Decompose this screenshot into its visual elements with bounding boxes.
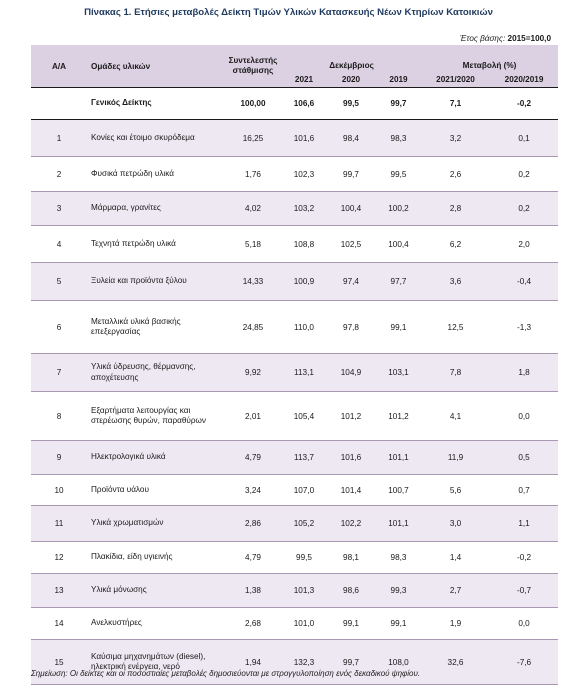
- row-change-1: 12,5: [421, 301, 490, 354]
- row-aa: 15: [31, 640, 87, 685]
- row-2019: 101,1: [376, 441, 421, 475]
- row-2019: 101,1: [376, 506, 421, 542]
- row-2020: 99,1: [326, 608, 376, 640]
- table-row: [31, 301, 558, 354]
- table-row: [31, 441, 558, 475]
- row-name: Γενικός Δείκτης: [87, 88, 224, 120]
- row-2021: 113,7: [282, 441, 326, 475]
- row-2020: 101,4: [326, 475, 376, 506]
- price-index-table: [31, 45, 558, 685]
- table-title: Πίνακας 1. Ετήσιες μεταβολές Δείκτη Τιμών Υλικών Κατασκευής Νέων Κτηρίων Κατοικιών: [84, 7, 493, 18]
- row-change-2: 0,2: [490, 192, 558, 226]
- row-change-1: 1,4: [421, 542, 490, 574]
- row-2019: 99,3: [376, 574, 421, 608]
- row-weight: 4,79: [224, 542, 282, 574]
- row-change-2: -0,2: [490, 88, 558, 120]
- row-change-2: 1,1: [490, 506, 558, 542]
- row-change-2: 0,2: [490, 157, 558, 192]
- table-row: [31, 354, 558, 392]
- row-2019: 99,1: [376, 301, 421, 354]
- row-weight: 24,85: [224, 301, 282, 354]
- row-2019: 98,3: [376, 120, 421, 157]
- header-change-2020-2019: 2020/2019: [490, 71, 558, 88]
- row-weight: 1,94: [224, 640, 282, 685]
- row-name: Καύσιμα μηχανημάτων (diesel), ηλεκτρική ενέργεια, νερό: [87, 640, 224, 685]
- row-aa: 13: [31, 574, 87, 608]
- row-2021: 113,1: [282, 354, 326, 392]
- row-name: Τεχνητά πετρώδη υλικά: [87, 226, 224, 263]
- row-2021: 107,0: [282, 475, 326, 506]
- footnote: [31, 669, 420, 678]
- header-group: Ομάδες υλικών: [87, 45, 224, 88]
- row-change-2: 0,0: [490, 392, 558, 441]
- table-row: [31, 475, 558, 506]
- header-2020: 2020: [326, 71, 376, 88]
- header-change: Μεταβολή (%): [421, 45, 558, 71]
- row-aa: 2: [31, 157, 87, 192]
- row-2021: 100,9: [282, 263, 326, 301]
- footnote-label: Σημείωση:: [31, 669, 68, 678]
- row-change-1: 2,7: [421, 574, 490, 608]
- row-2021: 103,2: [282, 192, 326, 226]
- row-2021: 106,6: [282, 88, 326, 120]
- row-name: Κονίες και έτοιμο σκυρόδεμα: [87, 120, 224, 157]
- row-weight: 14,33: [224, 263, 282, 301]
- row-name: Υλικά ύδρευσης, θέρμανσης, αποχέτευσης: [87, 354, 224, 392]
- row-change-1: 32,6: [421, 640, 490, 685]
- row-name: Ξυλεία και προϊόντα ξύλου: [87, 263, 224, 301]
- row-aa: 5: [31, 263, 87, 301]
- row-2020: 98,4: [326, 120, 376, 157]
- row-change-2: -7,6: [490, 640, 558, 685]
- row-weight: 2,01: [224, 392, 282, 441]
- row-2020: 99,5: [326, 88, 376, 120]
- table-row: [31, 157, 558, 192]
- row-aa: 3: [31, 192, 87, 226]
- row-change-1: 3,0: [421, 506, 490, 542]
- row-2020: 97,8: [326, 301, 376, 354]
- row-2019: 100,2: [376, 192, 421, 226]
- row-aa: 10: [31, 475, 87, 506]
- row-2020: 104,9: [326, 354, 376, 392]
- row-weight: 1,76: [224, 157, 282, 192]
- row-name: Μάρμαρα, γρανίτες: [87, 192, 224, 226]
- row-2020: 102,5: [326, 226, 376, 263]
- row-2021: 110,0: [282, 301, 326, 354]
- row-2020: 99,7: [326, 157, 376, 192]
- row-2019: 99,1: [376, 608, 421, 640]
- row-change-1: 7,1: [421, 88, 490, 120]
- footnote-text: Οι δείκτες και οι ποσοστιαίες μεταβολές δημοσιεύονται με στρογγυλοποίηση ενός δεκαδικού ψηφίου.: [67, 669, 421, 678]
- row-2019: 99,7: [376, 88, 421, 120]
- row-2021: 108,8: [282, 226, 326, 263]
- row-change-1: 1,9: [421, 608, 490, 640]
- row-2019: 103,1: [376, 354, 421, 392]
- row-2019: 98,3: [376, 542, 421, 574]
- row-2019: 100,7: [376, 475, 421, 506]
- row-weight: 4,02: [224, 192, 282, 226]
- row-weight: 9,92: [224, 354, 282, 392]
- row-change-2: 0,1: [490, 120, 558, 157]
- row-aa: 7: [31, 354, 87, 392]
- table-row: [31, 608, 558, 640]
- row-change-1: 6,2: [421, 226, 490, 263]
- row-change-1: 2,8: [421, 192, 490, 226]
- row-aa: 6: [31, 301, 87, 354]
- row-2021: 101,6: [282, 120, 326, 157]
- row-name: Μεταλλικά υλικά βασικής επεξεργασίας: [87, 301, 224, 354]
- row-aa: 9: [31, 441, 87, 475]
- row-weight: 4,79: [224, 441, 282, 475]
- row-change-2: 0,5: [490, 441, 558, 475]
- row-change-2: -1,3: [490, 301, 558, 354]
- row-weight: 2,68: [224, 608, 282, 640]
- row-2020: 97,4: [326, 263, 376, 301]
- row-2020: 98,1: [326, 542, 376, 574]
- base-year-label: Έτος βάσης:: [459, 34, 506, 43]
- row-2021: 105,4: [282, 392, 326, 441]
- row-2019: 101,2: [376, 392, 421, 441]
- row-change-1: 7,8: [421, 354, 490, 392]
- row-change-2: 0,7: [490, 475, 558, 506]
- row-aa: 11: [31, 506, 87, 542]
- row-weight: 5,18: [224, 226, 282, 263]
- row-aa: 8: [31, 392, 87, 441]
- row-2019: 99,5: [376, 157, 421, 192]
- header-aa: Α/Α: [31, 45, 87, 88]
- table-row: [31, 120, 558, 157]
- row-2021: 101,3: [282, 574, 326, 608]
- row-change-1: 5,6: [421, 475, 490, 506]
- table-row: [31, 392, 558, 441]
- row-name: Φυσικά πετρώδη υλικά: [87, 157, 224, 192]
- row-name: Εξαρτήματα λειτουργίας και στερέωσης θυρών, παραθύρων: [87, 392, 224, 441]
- header-change-2021-2020: 2021/2020: [421, 71, 490, 88]
- row-2020: 100,4: [326, 192, 376, 226]
- row-change-1: 3,2: [421, 120, 490, 157]
- row-2020: 102,2: [326, 506, 376, 542]
- row-2020: 101,2: [326, 392, 376, 441]
- row-weight: 3,24: [224, 475, 282, 506]
- row-2021: 102,3: [282, 157, 326, 192]
- table-row: [31, 506, 558, 542]
- row-change-2: -0,7: [490, 574, 558, 608]
- row-2021: 132,3: [282, 640, 326, 685]
- row-weight: 100,00: [224, 88, 282, 120]
- row-weight: 16,25: [224, 120, 282, 157]
- row-name: Ανελκυστήρες: [87, 608, 224, 640]
- header-weight: Συντελεστής στάθμισης: [224, 45, 282, 88]
- row-change-1: 4,1: [421, 392, 490, 441]
- row-name: Υλικά χρωματισμών: [87, 506, 224, 542]
- table-row: [31, 226, 558, 263]
- header-2021: 2021: [282, 71, 326, 88]
- row-2021: 105,2: [282, 506, 326, 542]
- table-row: [31, 192, 558, 226]
- row-aa: 14: [31, 608, 87, 640]
- row-name: Ηλεκτρολογικά υλικά: [87, 441, 224, 475]
- base-year: [460, 34, 551, 43]
- row-aa: 4: [31, 226, 87, 263]
- header-2019: 2019: [376, 71, 421, 88]
- row-2019: 100,4: [376, 226, 421, 263]
- row-change-1: 3,6: [421, 263, 490, 301]
- row-change-2: 2,0: [490, 226, 558, 263]
- row-name: Πλακίδια, είδη υγιεινής: [87, 542, 224, 574]
- row-weight: 2,86: [224, 506, 282, 542]
- row-2021: 99,5: [282, 542, 326, 574]
- row-change-2: -0,2: [490, 542, 558, 574]
- row-aa: 1: [31, 120, 87, 157]
- table-row: [31, 542, 558, 574]
- row-aa: 12: [31, 542, 87, 574]
- row-2020: 98,6: [326, 574, 376, 608]
- row-name: Υλικά μόνωσης: [87, 574, 224, 608]
- table-row: [31, 574, 558, 608]
- row-2021: 101,0: [282, 608, 326, 640]
- row-2020: 99,7: [326, 640, 376, 685]
- header-december: Δεκέμβριος: [282, 45, 421, 71]
- row-change-1: 11,9: [421, 441, 490, 475]
- row-weight: 1,38: [224, 574, 282, 608]
- row-change-2: 1,8: [490, 354, 558, 392]
- row-name: Προϊόντα υάλου: [87, 475, 224, 506]
- row-change-2: 0,0: [490, 608, 558, 640]
- row-change-1: 2,6: [421, 157, 490, 192]
- row-2019: 108,0: [376, 640, 421, 685]
- row-2019: 97,7: [376, 263, 421, 301]
- table-row: [31, 263, 558, 301]
- base-year-value: 2015=100,0: [507, 34, 551, 43]
- row-change-2: -0,4: [490, 263, 558, 301]
- row-2020: 101,6: [326, 441, 376, 475]
- table-row-general: [31, 88, 558, 120]
